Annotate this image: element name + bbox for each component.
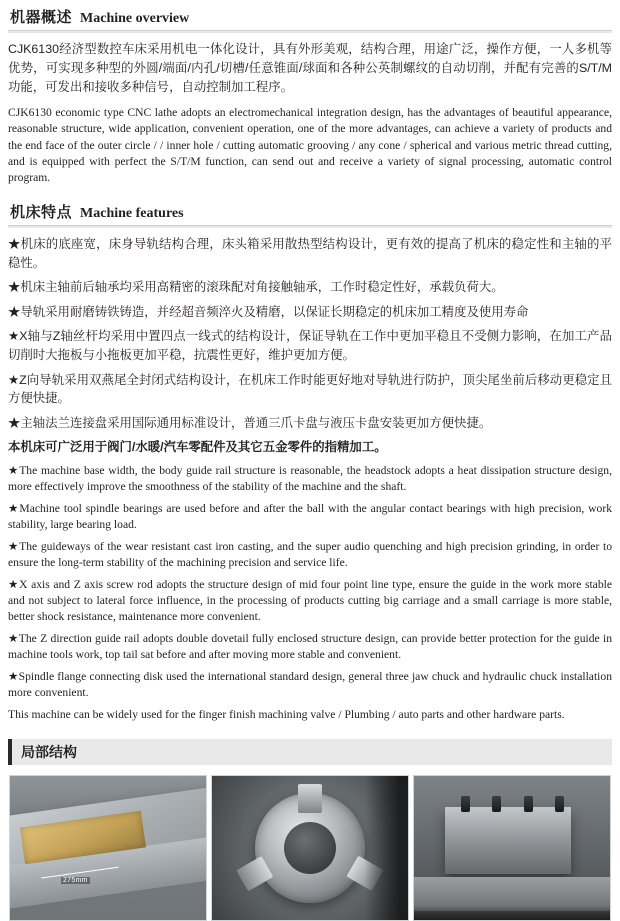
tool-post-bolt-shape (524, 796, 533, 812)
machine-bed-photo (9, 775, 207, 921)
machine-overview-heading (8, 0, 612, 30)
tool-post-photo (413, 775, 611, 921)
measurement-label: 275mm (62, 876, 88, 884)
local-structure-photo-strip (8, 775, 612, 921)
feature-item-cn: ★主轴法兰连接盘采用国际通用标准设计，普通三爪卡盘与液压卡盘安装更加方便快捷。 (8, 415, 492, 430)
feature-item-cn: ★导轨采用耐磨铸铁铸造，并经超音频淬火及精磨，以保证长期稳定的机床加工精度及使用寿命 (8, 304, 529, 319)
feature-item-en: ★The machine base width, the body guide rail structure is reasonable, the headstock adopts a heat dissipation structure design, more effectively improve the smoothness of the stability of the machine and the shaft. (8, 464, 612, 493)
feature-item-cn: ★Z向导轨采用双燕尾全封闭式结构设计，在机床工作时能更好地对导轨进行防护，顶尖尾坐前后移动更稳定且方便快捷。 (8, 372, 612, 406)
feature-item-en: ★The Z direction guide rail adopts double dovetail fully enclosed structure design, can provide better protection for the guide in machine tools work, top tail sat before and after moving more stable and convenient. (8, 631, 612, 661)
local-structure-heading (8, 739, 612, 765)
overview-paragraph-en: CJK6130 economic type CNC lathe adopts an electromechanical integration design, has the advantages of beautiful appearance, reasonable structure, wide application, convenient operation, one of the more advantages, can achieve a variety of products and the end face of the outer circle / / inner hole / cutting automatic grooving / any cone / spherical and various metric thread cutting, and is equipped with perfect the S/T/M function, can send out and receive a variety of signal processing, automatic control program. (8, 105, 612, 185)
feature-item-en: ★Spindle flange connecting disk used the international standard design, general three jaw chuck and hydraulic chuck installation more convenient. (8, 669, 612, 699)
overview-divider (8, 30, 612, 33)
tool-post-photo-shadow (414, 905, 610, 919)
chuck-photo (211, 775, 409, 921)
tool-post-bolt-shape (461, 796, 470, 812)
machine-features-heading-en: Machine features (80, 205, 184, 221)
machine-features-heading-cn: 机床特点 (10, 203, 73, 221)
feature-item-cn: ★机床的底座宽，床身导轨结构合理，床头箱采用散热型结构设计，更有效的提高了机床的稳定性和主轴的平稳性。 (8, 236, 612, 270)
feature-item-cn: ★X轴与Z轴丝杆均采用中置四点一线式的结构设计，保证导轨在工作中更加平稳且不受侧力影响，在加工产品切削时大拖板与小拖板更加平稳，抗震性更好，维护更加方便。 (8, 329, 612, 362)
feature-item-en: ★The guideways of the wear resistant cast iron casting, and the super audio quenching and high precision grinding, in order to ensure the long-term stability of the machining precision and service life. (8, 539, 612, 569)
feature-note-cn: 本机床可广泛用于阀门/水暖/汽车零配件及其它五金零件的指精加工。 (8, 440, 387, 455)
chuck-jaw-shape (298, 784, 322, 813)
features-divider (8, 225, 612, 228)
overview-paragraph-cn: CJK6130经济型数控车床采用机电一体化设计，具有外形美观，结构合理，用途广泛，操作方便，一人多机等优势，可实现多种型的外圆/端面/内孔/切槽/任意锥面/球面和各种公英制螺纹的自动切削，并配有完善的S/T/M功能，可发出和接收多种信号，自动控制加工程序。 (8, 42, 612, 95)
feature-item-en: ★X axis and Z axis screw rod adopts the structure design of mid four point line type, ensure the guide in the work more stable and not subject to lateral force influence, in the processing of products cutting big carriage and a small carriage is more stable, better shock resistance, maintenance more convenient. (8, 577, 612, 623)
machine-features-heading (8, 195, 612, 225)
tool-post-bolt-shape (492, 796, 501, 812)
feature-item-en: ★Machine tool spindle bearings are used before and after the ball with the angular contact bearings with high precision, work stability, large bearing load. (8, 501, 612, 531)
machine-overview-heading-cn: 机器概述 (10, 9, 73, 26)
machine-overview-heading-en: Machine overview (80, 11, 190, 26)
tool-post-block-shape (445, 807, 570, 873)
chuck-photo-shadow (365, 776, 408, 920)
tool-post-bolt-shape (555, 796, 564, 812)
local-structure-heading-cn: 局部结构 (21, 743, 77, 760)
feature-summary-en: This machine can be widely used for the finger finish machining valve / Plumbing / auto parts and other hardware parts. (8, 707, 565, 721)
feature-item-cn: ★机床主轴前后轴承均采用高精密的滚珠配对角接触轴承，工作时稳定性好，承载负荷大。 (8, 280, 504, 295)
